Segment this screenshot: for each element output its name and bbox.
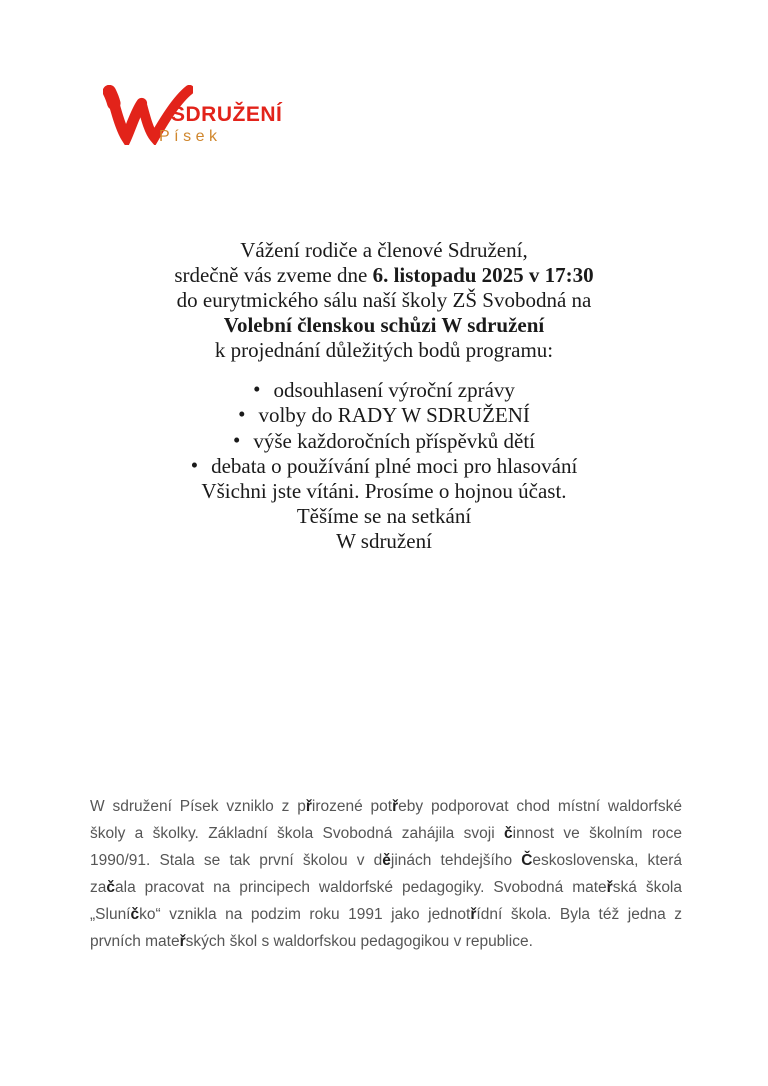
agenda-item <box>0 429 768 454</box>
agenda-intro: k projednání důležitých bodů programu: <box>214 338 554 362</box>
org-logo <box>103 84 303 154</box>
greeting-line: Vážení rodiče a členové Sdružení, <box>240 238 528 262</box>
invite-location-line: do eurytmického sálu naší školy ZŠ Svobodná na <box>176 288 592 312</box>
invite-text-normal: srdečně vás zveme dne <box>174 263 373 287</box>
agenda-item-label: výše každoročních příspěvků dětí <box>253 428 536 453</box>
agenda-item <box>0 378 768 403</box>
closing-line-1: Všichni jste vítáni. Prosíme o hojnou účast. <box>201 479 567 504</box>
bullet-icon: • <box>238 402 246 427</box>
bullet-icon: • <box>232 427 241 452</box>
agenda-item-label: odsouhlasení výroční zprávy <box>273 378 515 402</box>
about-footer-paragraph: W sdružení Písek vzniklo z přirozené potřeby podporovat chod místní waldorfské školy a školky. Základní škola Svobodná zahájila svoji činnost ve školním roce 1990/91. Stala se tak první školou v dějinách tehdejšího Československa, která začala pracovat na principech waldorfské pedagogiky. Svobodná mateřská škola „Sluníčko“ vznikla na podzim roku 1991 jako jednotřídní škola. Byla též jedna z prvních mateřských škol s waldorfskou pedagogikou v republice. <box>90 798 683 950</box>
closing-line-2: Těšíme se na setkání <box>296 504 472 529</box>
event-date-time: 6. listopadu 2025 v 17:30 <box>372 263 594 287</box>
agenda-item-label: volby do RADY W SDRUŽENÍ <box>258 403 530 428</box>
org-city: Písek <box>159 128 222 145</box>
bullet-icon: • <box>253 377 261 401</box>
invitation-letter <box>0 238 768 554</box>
meeting-title: Volební členskou schůzi W sdružení <box>223 313 545 337</box>
agenda-item <box>0 454 768 479</box>
agenda-item <box>0 403 768 428</box>
invite-paragraph <box>0 263 768 313</box>
bullet-icon: • <box>190 452 199 477</box>
signature: W sdružení <box>336 529 432 554</box>
agenda-item-label: debata o používání plné moci pro hlasování <box>211 453 578 478</box>
org-name: SDRUŽENÍ <box>171 103 283 126</box>
agenda-list <box>0 378 768 479</box>
